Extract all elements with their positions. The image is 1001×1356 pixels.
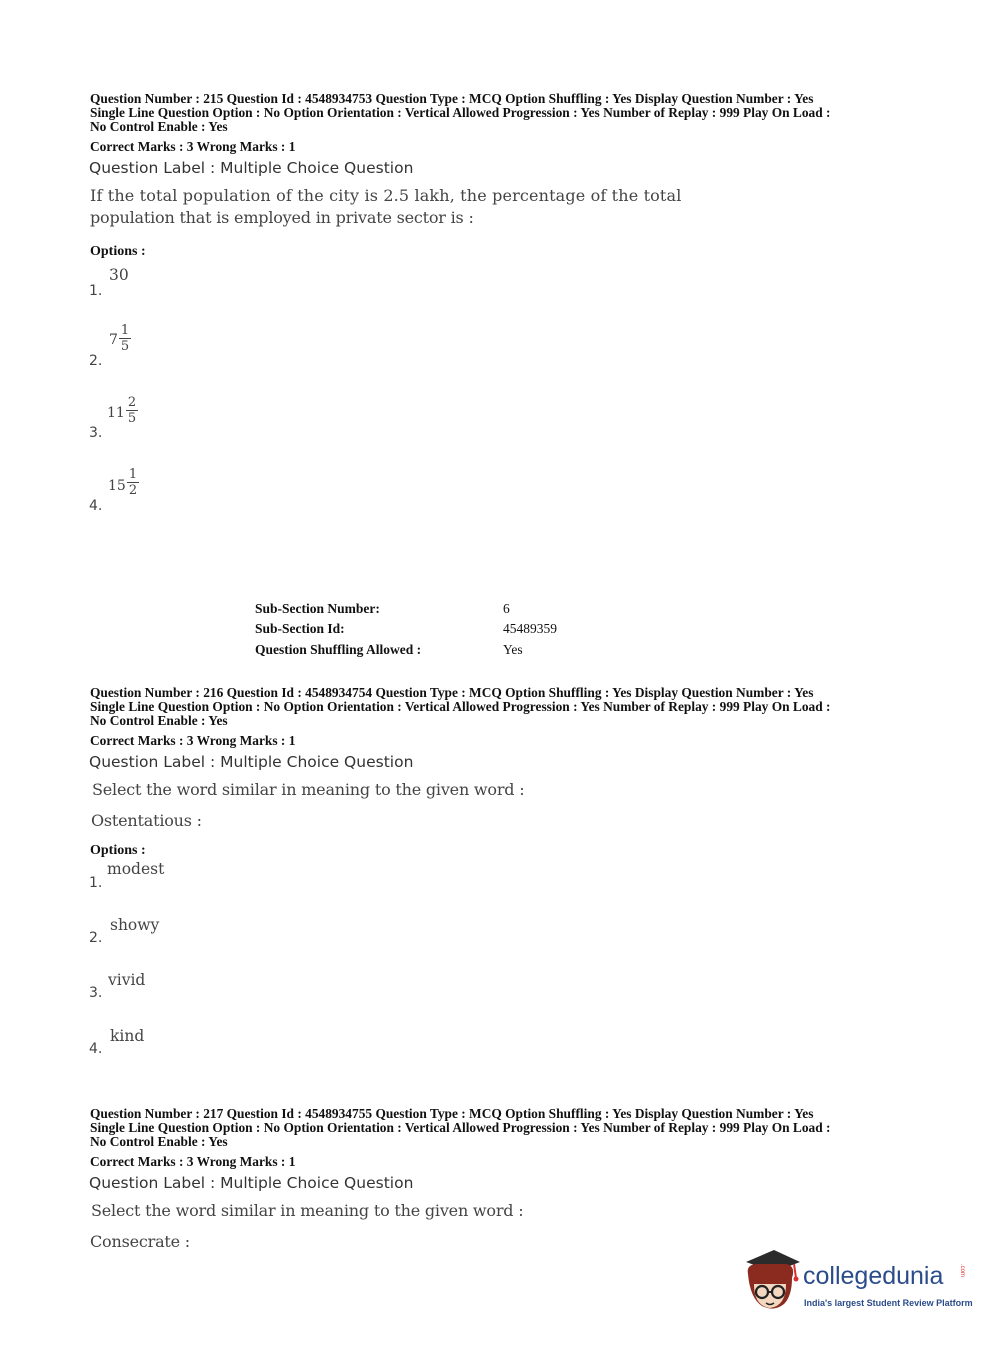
option-number: 1. [89,875,103,891]
option-value: modest [107,860,165,878]
option-number: 3. [89,425,103,441]
mascot-icon [740,1248,802,1316]
option-item[interactable] [89,860,229,894]
option-fraction [126,396,138,425]
option-value: vivid [108,971,146,989]
question-meta-line: No Control Enable : Yes [90,119,228,134]
fraction-numerator: 1 [120,323,130,338]
question-meta-line: Single Line Question Option : No Option Orientation : Vertical Allowed Progression : Yes Number of Replay : 999 Play On Load : [90,1120,831,1135]
marks-line: Correct Marks : 3 Wrong Marks : 1 [90,139,296,154]
question-meta-line: No Control Enable : Yes [90,713,228,728]
option-item[interactable] [89,467,209,517]
option-number: 2. [89,353,103,369]
fraction-denominator: 5 [120,339,130,354]
logo-tagline: India's largest Student Review Platform [804,1298,973,1308]
subsection-id-value: 45489359 [503,621,557,636]
question-text: Ostentatious : [91,811,202,830]
marks-line: Correct Marks : 3 Wrong Marks : 1 [90,733,296,748]
question-meta-line: Question Number : 216 Question Id : 4548934754 Question Type : MCQ Option Shuffling : Yes Display Question Number : Yes [90,685,814,700]
option-number: 2. [89,930,103,946]
question-meta-line: Question Number : 215 Question Id : 4548934753 Question Type : MCQ Option Shuffling : Yes Display Question Number : Yes [90,91,814,106]
option-item[interactable] [89,324,209,374]
option-number: 3. [89,985,103,1001]
option-whole: 7 [109,332,118,348]
subsection-number-value: 6 [503,601,510,616]
question-text: If the total population of the city is 2.5 lakh, the percentage of the total [90,186,682,205]
subsection-shuffle-value: Yes [503,642,523,657]
option-number: 4. [89,498,103,514]
subsection-id-label: Sub-Section Id: [255,621,345,636]
option-fraction [127,468,139,497]
fraction-denominator: 5 [127,411,137,426]
option-value: 30 [109,266,129,284]
options-heading: Options : [90,843,146,858]
subsection-number-label: Sub-Section Number: [255,601,380,616]
question-label: Question Label : Multiple Choice Question [89,1174,414,1192]
marks-line: Correct Marks : 3 Wrong Marks : 1 [90,1154,296,1169]
options-heading: Options : [90,244,146,259]
fraction-denominator: 2 [128,483,138,498]
option-item[interactable] [89,266,209,306]
option-value: kind [110,1027,145,1045]
question-meta-line: Single Line Question Option : No Option Orientation : Vertical Allowed Progression : Yes Number of Replay : 999 Play On Load : [90,699,831,714]
option-fraction [119,324,131,353]
subsection-shuffle-label: Question Shuffling Allowed : [255,642,422,657]
collegedunia-logo[interactable] [740,1248,972,1318]
fraction-numerator: 2 [127,395,137,410]
question-text: Select the word similar in meaning to the given word : [92,780,525,799]
option-number: 1. [89,283,103,299]
option-number: 4. [89,1041,103,1057]
question-text: population that is employed in private sector is : [90,208,474,227]
question-text: Consecrate : [90,1232,190,1251]
option-item[interactable] [89,1027,229,1061]
option-item[interactable] [89,396,209,446]
option-item[interactable] [89,971,229,1005]
option-whole: 15 [108,478,126,494]
question-label: Question Label : Multiple Choice Question [89,159,414,177]
question-meta-line: No Control Enable : Yes [90,1134,228,1149]
question-text: Select the word similar in meaning to the given word : [91,1201,524,1220]
logo-wordmark: collegedunia [803,1262,944,1290]
question-label: Question Label : Multiple Choice Question [89,753,414,771]
option-whole: 11 [107,405,125,421]
question-meta-line: Question Number : 217 Question Id : 4548934755 Question Type : MCQ Option Shuffling : Yes Display Question Number : Yes [90,1106,814,1121]
question-meta-line: Single Line Question Option : No Option Orientation : Vertical Allowed Progression : Yes Number of Replay : 999 Play On Load : [90,105,831,120]
option-value: showy [110,916,160,934]
logo-suffix: .com [959,1264,965,1278]
fraction-numerator: 1 [128,467,138,482]
option-item[interactable] [89,916,229,950]
